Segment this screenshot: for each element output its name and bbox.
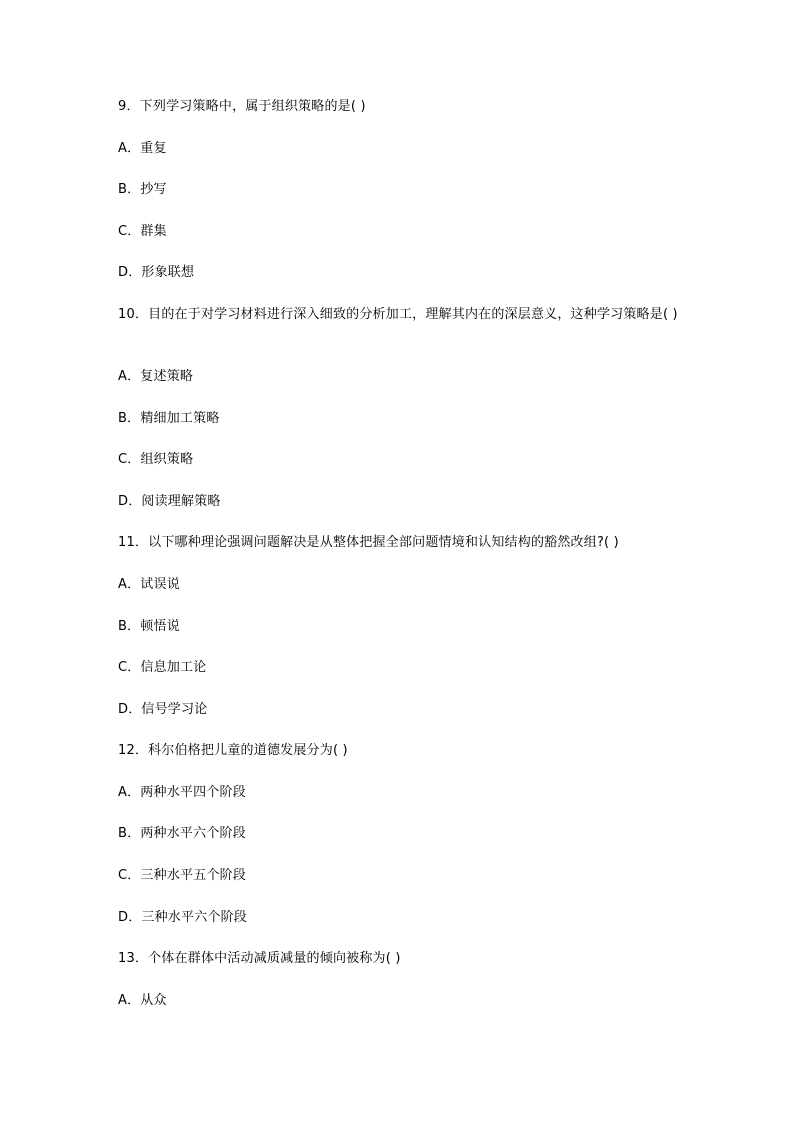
question-12-option-b: B．两种水平六个阶段 (118, 826, 246, 841)
question-11-option-b: B．顿悟说 (118, 619, 180, 634)
question-10-stem: 10．目的在于对学习材料进行深入细致的分析加工，理解其内在的深层意义，这种学习策略是( ) (118, 307, 678, 322)
question-10-option-b: B．精细加工策略 (118, 411, 220, 426)
question-10-option-c: C．组织策略 (118, 452, 194, 467)
question-12-option-a: A．两种水平四个阶段 (118, 785, 246, 800)
question-12-option-c: C．三种水平五个阶段 (118, 868, 247, 883)
question-11-option-a: A．试误说 (118, 577, 180, 592)
question-10-option-d: D．阅读理解策略 (118, 494, 221, 509)
question-13-option-a: A．从众 (118, 993, 167, 1008)
question-12-option-d: D．三种水平六个阶段 (118, 910, 248, 925)
question-10-option-a: A．复述策略 (118, 369, 194, 384)
question-9-option-b: B．抄写 (118, 182, 167, 197)
question-9-stem: 9．下列学习策略中，属于组织策略的是( ) (118, 99, 366, 114)
question-11-option-d: D．信号学习论 (118, 702, 208, 717)
question-13-stem: 13．个体在群体中活动减质减量的倾向被称为( ) (118, 951, 401, 966)
question-9-option-d: D．形象联想 (118, 265, 195, 280)
question-9-option-c: C．群集 (118, 224, 167, 239)
question-11-stem: 11．以下哪种理论强调问题解决是从整体把握全部问题情境和认知结构的豁然改组?( ) (118, 535, 619, 550)
question-9-option-a: A．重复 (118, 141, 167, 156)
question-12-stem: 12．科尔伯格把儿童的道德发展分为( ) (118, 743, 348, 758)
question-11-option-c: C．信息加工论 (118, 660, 207, 675)
